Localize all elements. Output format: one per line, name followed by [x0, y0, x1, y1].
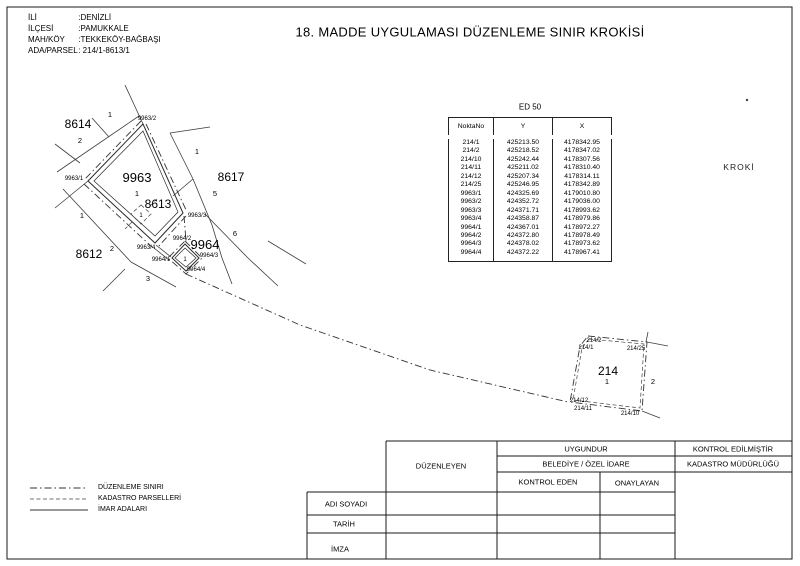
map-label-pt-214-11: 214/11 — [574, 406, 592, 412]
coord-cell: 4179036.00 — [553, 198, 612, 206]
cell-kontrol-eden: KONTROL EDEN — [518, 477, 578, 487]
legend-samples — [30, 488, 88, 510]
coord-cell: 425246.95 — [494, 181, 553, 189]
coord-cell: 424372.80 — [494, 232, 553, 240]
map-label-parcel-9964: 9964 — [190, 237, 220, 252]
map-label-sub-8613-1: 1 — [139, 213, 143, 219]
coord-cell: 214/12 — [460, 172, 482, 180]
coord-cell: 9963/4 — [460, 215, 482, 223]
cell-belediye-ozel-idare: BELEDİYE / ÖZEL İDARE — [542, 459, 630, 469]
map-label-sub-9964-1: 1 — [183, 257, 187, 263]
coord-cell: 9964/1 — [460, 223, 482, 231]
coord-row — [449, 173, 612, 181]
info-label: ADA/PARSEL — [28, 46, 78, 55]
coord-cell: 424371.71 — [494, 207, 553, 215]
map-label-pt-9964-2: 9964/2 — [172, 236, 192, 242]
map-label-pt-9963-1: 9963/1 — [64, 176, 84, 182]
info-label: İLÇESİ — [28, 24, 54, 33]
coordinate-table-header — [449, 118, 612, 138]
info-row-ilcesi — [28, 23, 129, 34]
coord-row-spacer — [449, 257, 612, 262]
coord-cell: 9963/3 — [460, 206, 482, 214]
coord-table-title: ED 50 — [518, 102, 542, 112]
coord-cell: 4178342.95 — [553, 137, 612, 147]
info-row-ili — [28, 12, 111, 23]
coord-cell: 4178307.56 — [553, 156, 612, 164]
map-label-parcel-9963: 9963 — [122, 170, 152, 185]
map-label-sub-8617-1: 1 — [194, 147, 200, 156]
coord-cell: 425211.02 — [494, 164, 553, 172]
col-header-x: X — [553, 118, 612, 138]
coord-cell: 425218.52 — [494, 147, 553, 155]
map-label-parcel-8617: 8617 — [217, 170, 245, 184]
coord-row — [449, 232, 612, 240]
coord-cell: 214/1 — [462, 139, 480, 146]
coord-cell: 4178342.89 — [553, 181, 612, 189]
info-value: :PAMUKKALE — [78, 24, 129, 33]
map-label-pt-9963-3: 9963/3 — [187, 213, 207, 219]
coord-cell: 424378.02 — [494, 240, 553, 248]
map-label-sub-8617-5: 5 — [212, 189, 218, 198]
coord-cell: 9964/4 — [460, 248, 482, 256]
info-label: İLİ — [28, 13, 37, 22]
row-label-adi-soyadi: ADI SOYADI — [324, 499, 368, 509]
map-label-sub-8612-1: 1 — [79, 211, 85, 220]
coord-cell: 4178993.62 — [553, 207, 612, 215]
map-label-parcel-8614: 8614 — [64, 117, 92, 131]
coord-cell: 4179010.80 — [553, 190, 612, 198]
info-row-adaparsel — [28, 45, 130, 56]
coord-row — [449, 215, 612, 223]
coord-row — [449, 249, 612, 257]
map-label-sub-8614-1: 1 — [107, 110, 113, 119]
coord-cell: 425213.50 — [494, 137, 553, 147]
map-label-parcel-8612: 8612 — [75, 247, 103, 261]
plot-mark — [746, 99, 748, 101]
coord-row — [449, 164, 612, 172]
map-label-sub-214-1: 1 — [604, 377, 610, 386]
coord-row — [449, 181, 612, 189]
info-value: : 214/1-8613/1 — [78, 46, 130, 55]
map-label-sub-8617-6: 6 — [232, 229, 238, 238]
coord-cell: 214/2 — [462, 147, 480, 155]
coord-cell: 9963/1 — [460, 189, 482, 197]
page-frame — [7, 7, 792, 559]
legend-label-imar-adalari: İMAR ADALARI — [98, 506, 148, 513]
map-label-parcel-8613: 8613 — [144, 197, 172, 211]
coordinate-table-body — [449, 137, 612, 262]
map-label-pt-9964-1: 9964/1 — [151, 257, 171, 263]
coord-cell: 4178314.11 — [553, 173, 612, 181]
map-label-pt-214-10: 214/10 — [620, 411, 640, 417]
map-label-pt-214-1: 214/1 — [578, 345, 594, 351]
coord-cell: 425207.34 — [494, 173, 553, 181]
coord-row — [449, 224, 612, 232]
map-label-parcel-214: 214 — [597, 364, 619, 378]
coord-cell: 4178973.62 — [553, 240, 612, 248]
info-label: MAH/KÖY — [28, 35, 65, 44]
map-label-pt-9963-2: 9963/2 — [137, 116, 157, 122]
cell-kontrol-edilmistir: KONTROL EDİLMİŞTİR — [692, 444, 774, 454]
map-label-pt-214-12: 214/12 — [569, 398, 589, 404]
page-title: 18. MADDE UYGULAMASI DÜZENLEME SINIR KROKİSİ — [295, 24, 645, 40]
cell-kadastro-mudurlugu: KADASTRO MÜDÜRLÜĞÜ — [686, 459, 780, 469]
coord-cell: 424372.22 — [494, 249, 553, 257]
coord-cell: 214/25 — [460, 181, 482, 189]
row-label-tarih: TARİH — [333, 519, 355, 529]
cell-onaylayan: ONAYLAYAN — [614, 478, 660, 488]
col-header-y: Y — [494, 118, 553, 138]
map-label-pt-9964-4: 9964/4 — [186, 267, 206, 273]
legend-label-kadastro-parselleri: KADASTRO PARSELLERİ — [98, 495, 182, 502]
coord-row — [449, 147, 612, 155]
kroki-label: KROKİ — [723, 162, 755, 172]
map-label-pt-214-25: 214/25 — [626, 346, 646, 352]
coord-cell: 4178978.49 — [553, 232, 612, 240]
coord-cell: 9963/2 — [460, 198, 482, 206]
coord-row — [449, 207, 612, 215]
coord-cell: 424358.87 — [494, 215, 553, 223]
map-label-sub-8614-2: 2 — [77, 136, 83, 145]
coord-cell: 424367.01 — [494, 224, 553, 232]
coordinate-table — [448, 117, 612, 262]
coord-cell: 425242.44 — [494, 156, 553, 164]
coord-row — [449, 240, 612, 248]
coord-cell: 4178972.27 — [553, 224, 612, 232]
coord-row — [449, 156, 612, 164]
coord-row — [449, 190, 612, 198]
coord-cell: 214/10 — [460, 155, 482, 163]
legend-label-duzenleme-siniri: DÜZENLEME SINIRI — [98, 484, 164, 491]
map-label-pt-9963-4: 9963/4 — [136, 245, 156, 251]
cell-uygundur: UYGUNDUR — [564, 444, 608, 454]
coord-cell: 424325.69 — [494, 190, 553, 198]
col-header-noktano: NoktaNo — [449, 118, 494, 138]
cell-duzenleyen: DÜZENLEYEN — [415, 461, 467, 471]
info-row-mahkoy — [28, 34, 161, 45]
info-value: :DENİZLİ — [78, 13, 112, 22]
coord-cell: 9964/3 — [460, 240, 482, 248]
coord-row — [449, 137, 612, 147]
coord-cell: 214/11 — [460, 164, 482, 172]
map-label-sub-8612-2: 2 — [109, 244, 115, 253]
coord-cell: 9964/2 — [460, 231, 482, 239]
coord-cell: 424352.72 — [494, 198, 553, 206]
map-label-pt-214-2: 214/2 — [586, 338, 602, 344]
coord-cell: 4178310.40 — [553, 164, 612, 172]
coord-cell: 4178979.86 — [553, 215, 612, 223]
map-label-sub-214-2: 2 — [650, 377, 656, 386]
coord-cell: 4178347.02 — [553, 147, 612, 155]
map-label-sub-8612-3: 3 — [145, 274, 151, 283]
info-value: :TEKKEKÖY-BAĞBAŞI — [78, 35, 161, 44]
row-label-imza: İMZA — [331, 544, 349, 554]
map-label-sub-9963-1: 1 — [134, 189, 140, 198]
coord-row — [449, 198, 612, 206]
map-label-pt-9964-3: 9964/3 — [199, 253, 219, 259]
coord-cell: 4178967.41 — [553, 249, 612, 257]
